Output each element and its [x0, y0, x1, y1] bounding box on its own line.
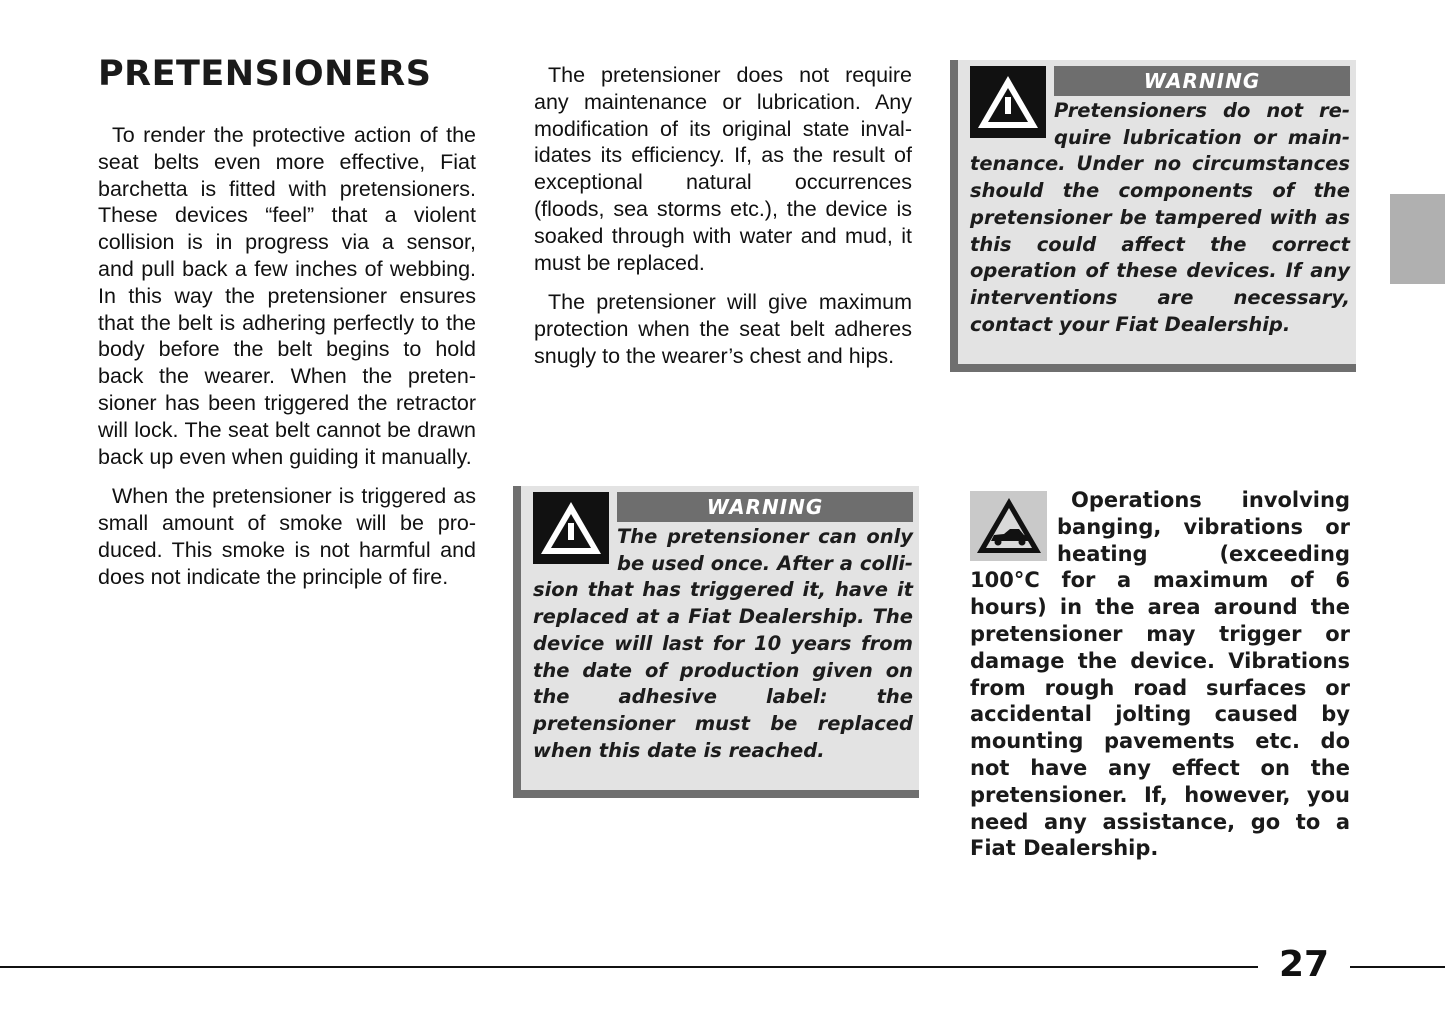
warning-text: Pretensioners do not require lubrication or maintenance. Under no circumstances should the components of the pretensioner be tampered with as this could affect the correct operation of these devices. If any interventions are necessary, contact your Fiat Dealership.: [970, 99, 1350, 336]
side-tab: [1390, 194, 1445, 284]
paragraph-pretensioner-function: To render the protective action of the seat belts even more effective, Fiat barchetta is fitted with pretensioners. These devices “feel” that a violent collision is in progress via a sensor, and pull back a few inches of webbing. In this way the pretensioner ensures that the belt is adhering perfectly to the body before the belt begins to hold back the wearer. When the pretensioner has been triggered the retractor will lock. The seat belt cannot be drawn back up even when guiding it manually.: [98, 123, 476, 469]
box-shadow-left: [513, 486, 521, 798]
box-shadow-bottom: [950, 364, 1356, 372]
paragraph-maximum-protection: The pretensioner will give maximum protection when the seat belt adheres snugly to the wearer’s chest and hips.: [534, 290, 912, 368]
note-vibration-heat: [970, 487, 1350, 862]
warning-text: The pretensioner can only be used once. After a collision that has triggered it, have it replaced at a Fiat Dealership. The device will last for 10 years from the date of production given on the adhesive label: the pretensioner must be replaced when this date is reached.: [533, 525, 913, 762]
warning-box-single-use: [513, 486, 919, 798]
car-triangle-icon: [970, 491, 1047, 561]
column-1: [98, 122, 476, 604]
paragraph-smoke: When the pretensioner is triggered as small amount of smoke will be produced. This smoke is not harmful and does not indicate the principle of fire.: [98, 484, 476, 589]
warning-label: WARNING: [1054, 66, 1350, 96]
page-number: 27: [1278, 944, 1330, 985]
paragraph-maintenance: The pretensioner does not require any maintenance or lubrication. Any modification of its original state invalidates its efficiency. If, as the result of exceptional natural occurrences (floods, sea storms etc.), the device is soaked through with water and mud, it must be replaced.: [534, 63, 912, 275]
warning-triangle-icon: [533, 492, 609, 564]
page-title: PRETENSIONERS: [98, 54, 432, 94]
warning-box-content: [533, 492, 913, 764]
box-shadow-left: [950, 60, 958, 372]
warning-triangle-icon: [970, 66, 1046, 138]
box-shadow-bottom: [513, 790, 919, 798]
footer-rule-left: [0, 966, 1258, 968]
warning-box-content: [970, 66, 1350, 338]
column-2: [534, 62, 912, 383]
note-text: Operations involving banging, vibrations or heating (exceeding 100°C for a maximum of 6 hours) in the area around the pretensioner may trigger or damage the device. Vibrations from rough road surfaces or accidental jolting caused by mounting pavements etc. do not have any effect on the pretensioner. If, however, you need any assistance, go to a Fiat Dealership.: [970, 488, 1350, 861]
warning-box-lubrication: [950, 60, 1356, 372]
warning-label: WARNING: [617, 492, 913, 522]
footer-rule-right: [1350, 966, 1445, 968]
